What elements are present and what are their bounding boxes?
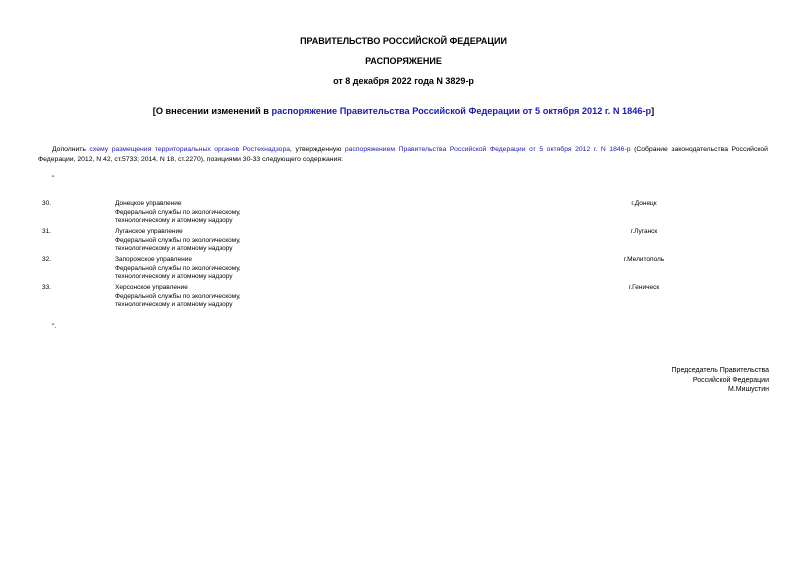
title-link[interactable]: распоряжение Правительства Российской Федерации от 5 октября 2012 г. N 1846-р (271, 106, 652, 116)
document-type: РАСПОРЯЖЕНИЕ (365, 56, 442, 66)
scheme-link[interactable]: схему размещения территориальных органов Ростехнадзора (89, 146, 290, 153)
row-city: г.Геническ (628, 284, 660, 291)
quote-close: ". (52, 323, 57, 330)
row-name: Запорожское управление Федеральной службы по экологическому, технологическому и атомному надзору (115, 256, 241, 281)
row-number: 31. (42, 228, 52, 235)
title-open: [О внесении изменений в (152, 106, 272, 116)
row-number: 30. (42, 200, 52, 207)
signature-block (672, 366, 769, 395)
row-name: Луганское управление Федеральной службы по экологическому, технологическому и атомному надзору (115, 228, 241, 253)
row-city: г.Луганск (630, 228, 658, 235)
row-number: 33. (42, 284, 52, 291)
row-city: г.Донецк (631, 200, 657, 207)
signature-title: Председатель Правительства (671, 367, 769, 374)
row-city: г.Мелитополь (623, 256, 665, 263)
signature-org: Российской Федерации (692, 376, 769, 384)
government-heading: ПРАВИТЕЛЬСТВО РОССИЙСКОЙ ФЕДЕРАЦИИ (300, 36, 507, 46)
body-text-2: , утвержденную (290, 146, 345, 153)
order-link[interactable]: распоряжением Правительства Российской Федерации от 5 октября 2012 г. N 1846-р (344, 146, 631, 153)
row-name: Донецкое управление Федеральной службы по экологическому, технологическому и атомному надзору (115, 200, 241, 225)
quote-open: " (52, 175, 55, 182)
document-title (0, 106, 807, 117)
row-name: Херсонское управление Федеральной службы по экологическому, технологическому и атомному надзору (115, 284, 241, 309)
document-date-number: от 8 декабря 2022 года N 3829-р (333, 76, 474, 86)
row-number: 32. (42, 256, 52, 263)
body-text-3: (Собрание законодательства Российской Федерации, 2012, N 42, ст.5733; 2014, N 18, ст.2270), позициями 30-33 следующего содержания: (38, 146, 768, 163)
signature-name: М.Мишустин (727, 386, 769, 393)
body-text-1: Дополнить (52, 146, 90, 153)
body-paragraph (38, 145, 768, 164)
title-close: ] (651, 106, 655, 116)
